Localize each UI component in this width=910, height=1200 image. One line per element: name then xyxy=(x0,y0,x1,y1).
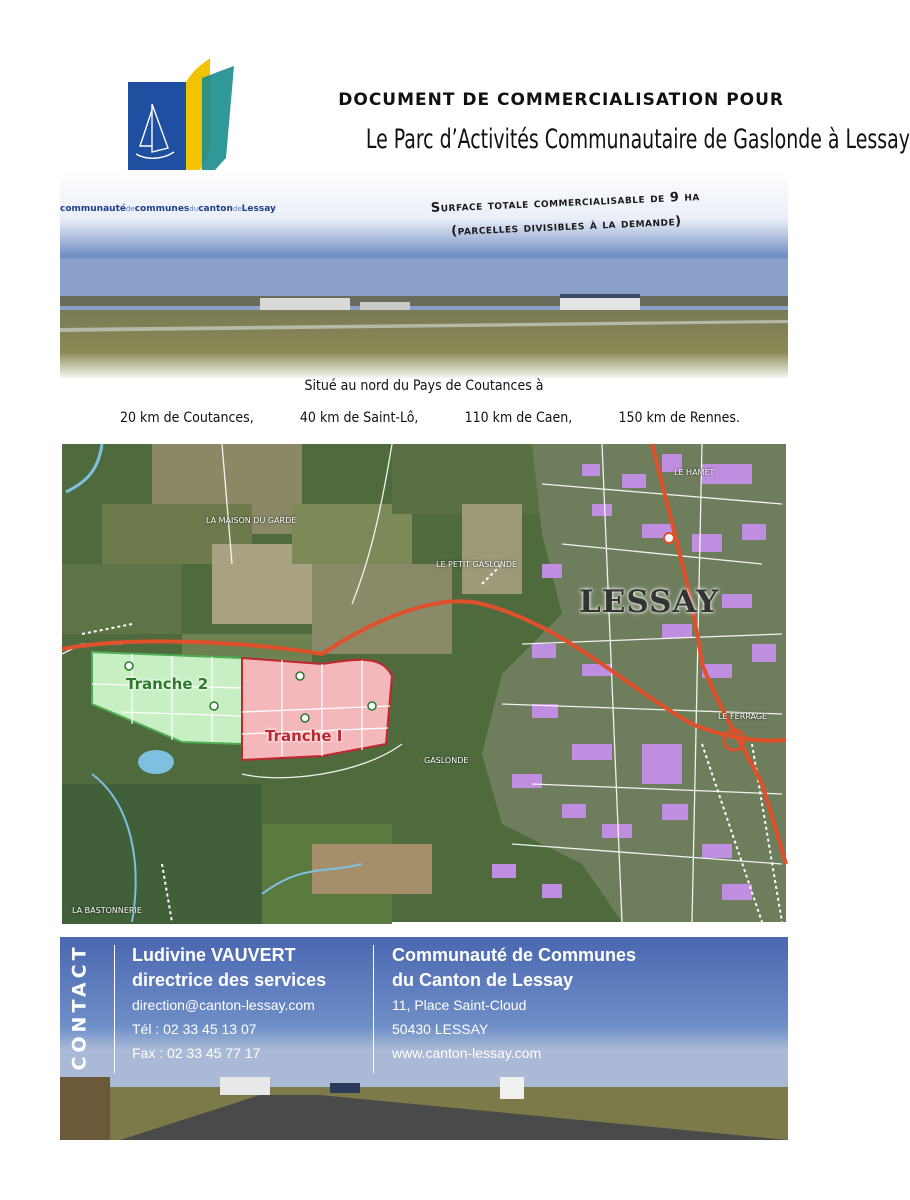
map-label: LE PETIT GASLONDE xyxy=(436,560,518,569)
org-address: 11, Place Saint-Cloud xyxy=(392,997,527,1013)
person-name: Ludivine VAUVERT xyxy=(132,945,296,965)
map-label: LE HAMET xyxy=(674,468,715,477)
tranche-1-label: Tranche I xyxy=(265,727,343,745)
person-block xyxy=(132,943,326,1065)
distance-item: 40 km de Saint-Lô, xyxy=(299,410,419,426)
park-title: Le Parc d’Activités Communautaire de Gaslonde à Lessay xyxy=(365,124,910,155)
town-label: LESSAY xyxy=(579,584,720,620)
map-label: LA MAISON DU GARDE xyxy=(206,516,297,525)
wordmark-part: communauté xyxy=(60,204,126,214)
org-name-2: du Canton de Lessay xyxy=(392,970,574,990)
org-name-1: Communauté de Communes xyxy=(392,945,637,965)
aerial-map xyxy=(62,444,786,922)
distance-item: 20 km de Coutances, xyxy=(120,410,254,426)
wordmark-part: communes xyxy=(134,204,190,214)
person-role: directrice des services xyxy=(132,970,327,990)
fax-number: Fax : 02 33 45 77 17 xyxy=(132,1045,261,1061)
document-title: DOCUMENT DE COMMERCIALISATION POUR xyxy=(338,90,784,110)
wordmark-part: Lessay xyxy=(241,204,276,214)
map-label: LA BASTONNERIE xyxy=(72,906,142,915)
tranche-2-label: Tranche 2 xyxy=(126,675,209,693)
distance-item: 150 km de Rennes. xyxy=(618,410,740,426)
location-intro: Situé au nord du Pays de Coutances à xyxy=(304,378,544,394)
contact-heading-text: CONTACT xyxy=(69,943,91,1071)
distance-item: 110 km de Caen, xyxy=(464,410,573,426)
contact-panel xyxy=(60,937,788,1140)
wordmark-part: de xyxy=(232,205,242,213)
map-label: GASLONDE xyxy=(424,756,469,765)
wordmark-part: canton xyxy=(198,204,233,214)
contact-heading xyxy=(60,937,100,1077)
map-label: LE FERRAGE xyxy=(718,712,768,721)
contact-divider xyxy=(114,945,115,1073)
surface-line-2: (parcelles divisibles à la demande) xyxy=(450,213,682,240)
distance-list xyxy=(120,410,740,426)
email-link[interactable]: direction@canton-lessay.com xyxy=(132,997,315,1013)
phone-number: Tél : 02 33 45 13 07 xyxy=(132,1021,257,1037)
website-link[interactable]: www.canton-lessay.com xyxy=(392,1045,542,1061)
surface-line-1: Surface totale commercialisable de 9 ha xyxy=(430,189,701,216)
org-city: 50430 LESSAY xyxy=(392,1021,489,1037)
wordmark-part: de xyxy=(125,205,135,213)
contact-divider xyxy=(373,945,374,1073)
wordmark-part: du xyxy=(189,205,199,213)
organization-block xyxy=(392,943,636,1065)
community-wordmark xyxy=(60,204,276,214)
